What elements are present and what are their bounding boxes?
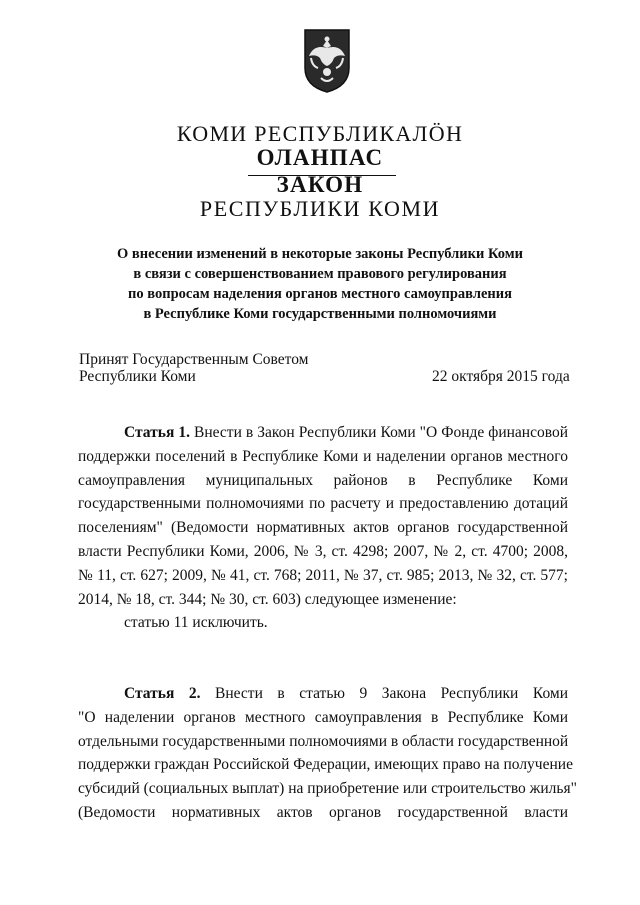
article-1-first-line xyxy=(78,421,568,445)
article-2-text: Внести в статью 9 Закона Республики Коми xyxy=(215,685,568,702)
header-line-republic: РЕСПУБЛИКИ КОМИ xyxy=(199,196,441,221)
article-1-item: статью 11 исключить. xyxy=(124,614,268,632)
article-1 xyxy=(78,421,568,635)
adoption-line: Республики Коми xyxy=(79,368,196,385)
article-2-line: (Ведомости нормативных актов органов государственной власти xyxy=(78,803,568,821)
law-title-line: в Республике Коми государственными полномочиями xyxy=(143,306,497,322)
adoption-date: 22 октября 2015 года xyxy=(432,368,570,385)
article-1-line: власти Республики Коми, 2006, № 3, ст. 4298; 2007, № 2, ст. 4700; 2008, xyxy=(78,542,568,560)
article-2-line: "О наделении органов местного самоуправления в Республике Коми xyxy=(78,708,568,726)
article-2 xyxy=(78,682,577,825)
header-line-zakon: ЗАКОН xyxy=(276,172,364,197)
article-1-text: Внести в Закон Республики Коми "О Фонде финансовой xyxy=(194,424,568,441)
article-2-line: поддержки граждан Российской Федерации, имеющих право на получение xyxy=(78,756,573,774)
adoption-line: Принят Государственным Советом xyxy=(79,351,309,368)
law-title-line: в связи с совершенствованием правового регулирования xyxy=(133,266,507,282)
adoption-statement xyxy=(79,351,309,385)
article-1-line: № 11, ст. 627; 2009, № 41, ст. 768; 2011, № 37, ст. 985; 2013, № 32, ст. 577; xyxy=(78,566,568,584)
article-2-line: отдельными государственными полномочиями в области государственной xyxy=(78,732,569,750)
article-1-line: поддержки поселений в Республике Коми и наделении органов местного xyxy=(78,447,568,465)
law-title-line: по вопросам наделения органов местного самоуправления xyxy=(128,286,512,302)
coat-of-arms-emblem xyxy=(302,28,352,94)
law-title-line: О внесении изменений в некоторые законы Республики Коми xyxy=(117,246,523,262)
law-title xyxy=(80,244,560,324)
article-2-label: Статья 2. xyxy=(124,685,201,702)
article-2-first-line xyxy=(78,682,568,706)
article-1-line: государственными полномочиями по расчету и предоставлению дотаций xyxy=(78,495,568,513)
article-1-line: 2014, № 18, ст. 344; № 30, ст. 603) следующее изменение: xyxy=(78,590,457,608)
article-1-line: поселениям" (Ведомости нормативных актов органов государственной xyxy=(78,519,568,537)
header-line-komi: КОМИ РЕСПУБЛИКАЛÖН xyxy=(176,121,464,146)
article-1-line: самоуправления муниципальных районов в Республике Коми xyxy=(78,471,568,489)
article-1-label: Статья 1. xyxy=(124,424,190,441)
header-line-olanpas: ОЛАНПАС xyxy=(256,145,384,170)
article-2-line: субсидий (социальных выплат) на приобретение или строительство жилья" xyxy=(78,780,577,798)
